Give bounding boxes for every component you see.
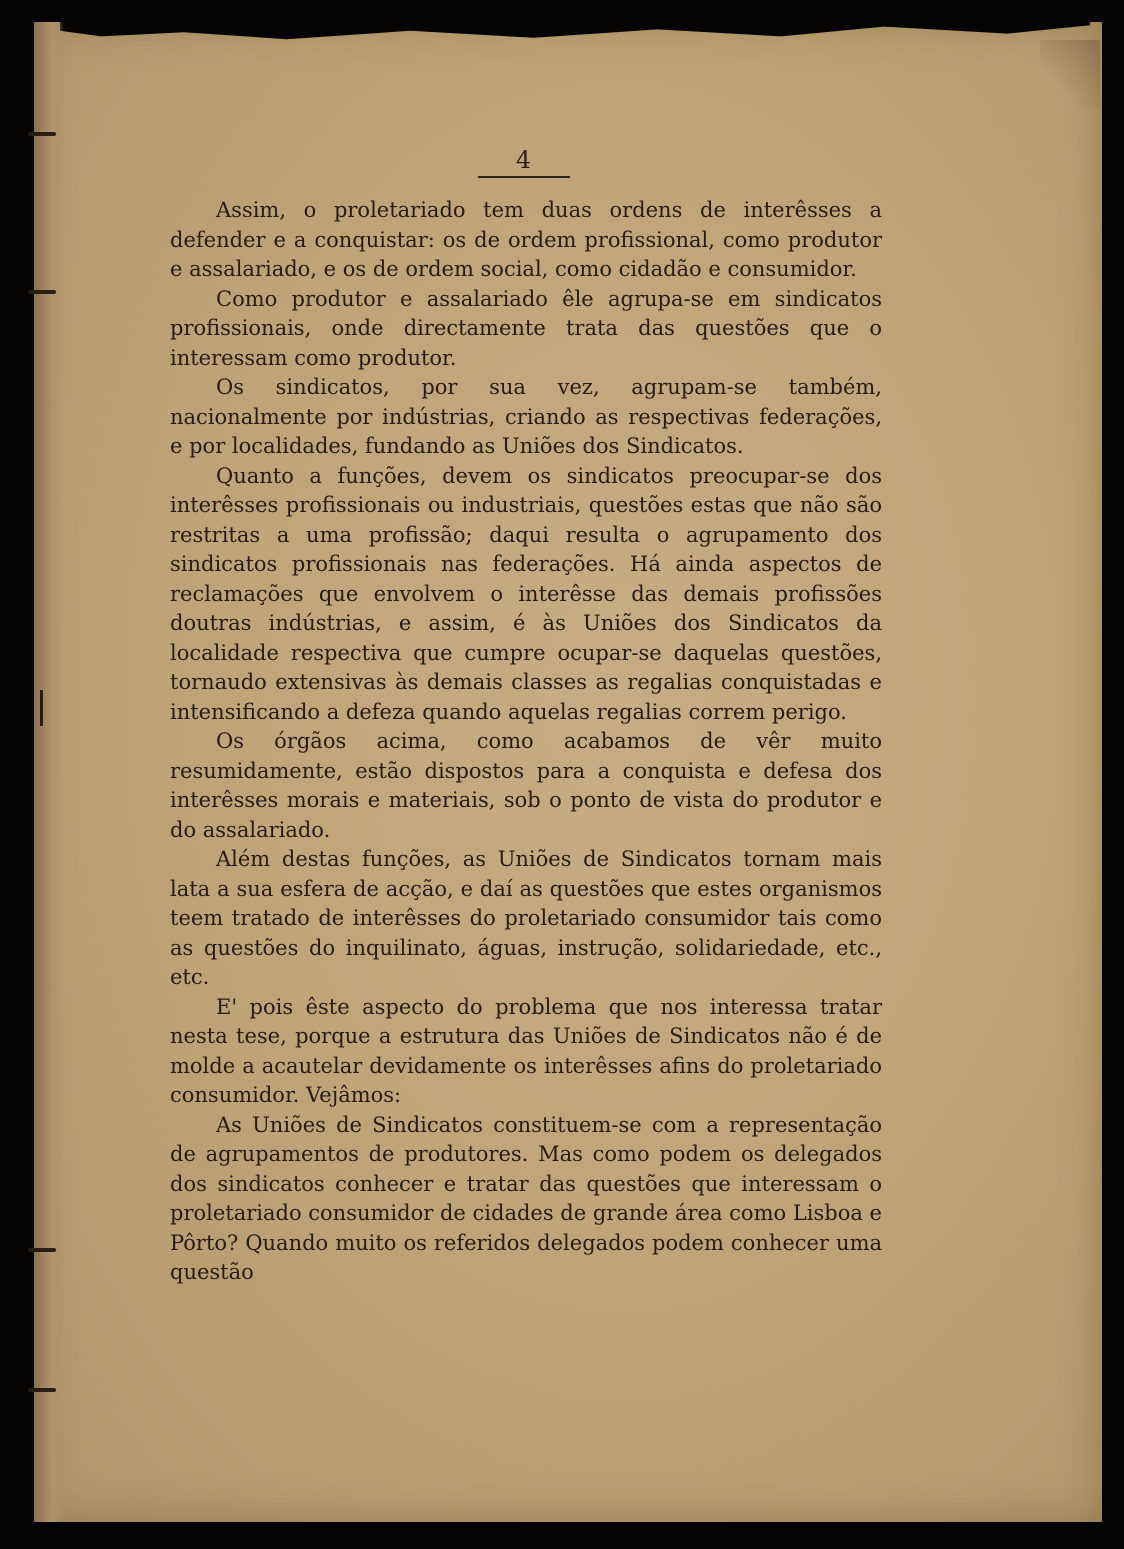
binding-stitch — [28, 132, 56, 136]
binding-stitch — [28, 1248, 56, 1252]
paragraph: E' pois êste aspecto do problema que nos interessa tratar nesta tese, porque a estrutura das Uniões de Sindicatos não é de molde a acautelar devidamente os interêsses afins do proletariado consumidor. Vejâmos: — [170, 994, 882, 1107]
binding-stitch — [28, 290, 56, 294]
binding-strip — [34, 22, 64, 1522]
paragraph: Quanto a funções, devem os sindicatos preocupar-se dos interêsses profissionais ou industriais, questões estas que não são restritas a uma profissão; daqui resulta o agrupamento dos sindicatos profissionais nas federações. Há ainda aspectos de reclamações que envolvem o interêsse das demais profissões doutras indústrias, e assim, é às Uniões dos Sindicatos da localidade respectiva que cumpre ocupar-se daquelas questões, tornaudo extensivas às demais classes as regalias conquistadas e intensificando a defeza quando aquelas regalias correm perigo. — [170, 463, 882, 724]
binding-stitch — [28, 1388, 56, 1392]
corner-stain — [1040, 40, 1100, 110]
paragraph: Além destas funções, as Uniões de Sindicatos tornam mais lata a sua esfera de acção, e daí as questões que estes organismos teem tratado de interêsses do proletariado consumidor tais como as questões do inquilinato, águas, instrução, solidariedade, etc., etc. — [170, 847, 882, 989]
paragraph: As Uniões de Sindicatos constituem-se com a representação de agrupamentos de produtores. Mas como podem os delegados dos sindicatos conhecer e tratar das questões que interessam o proletariado consumidor de cidades de grande área como Lisboa e Pôrto? Quando muito os referidos delegados podem conhecer uma questão — [170, 1112, 882, 1284]
binding-stitch — [40, 690, 43, 726]
paragraph: Os sindicatos, por sua vez, agrupam-se também, nacionalmente por indústrias, criando as respectivas federações, e por localidades, fundando as Uniões dos Sindicatos. — [170, 375, 882, 458]
page-number: 4 — [515, 146, 533, 174]
paragraph: Assim, o proletariado tem duas ordens de interêsses a defender e a conquistar: os de ordem profissional, como produtor e assalariado, e os de ordem social, como cidadão e consumidor. — [170, 198, 882, 281]
paragraph: Como produtor e assalariado êle agrupa-se em sindicatos profissionais, onde directamente trata das questões que o interessam como produtor. — [170, 286, 882, 370]
page-number-rule — [478, 176, 570, 178]
paragraph: Os órgãos acima, como acabamos de vêr muito resumidamente, estão dispostos para a conquista e defesa dos interêsses morais e materiais, sob o ponto de vista do produtor e do assalariado. — [170, 729, 882, 842]
body-text — [170, 196, 882, 1288]
